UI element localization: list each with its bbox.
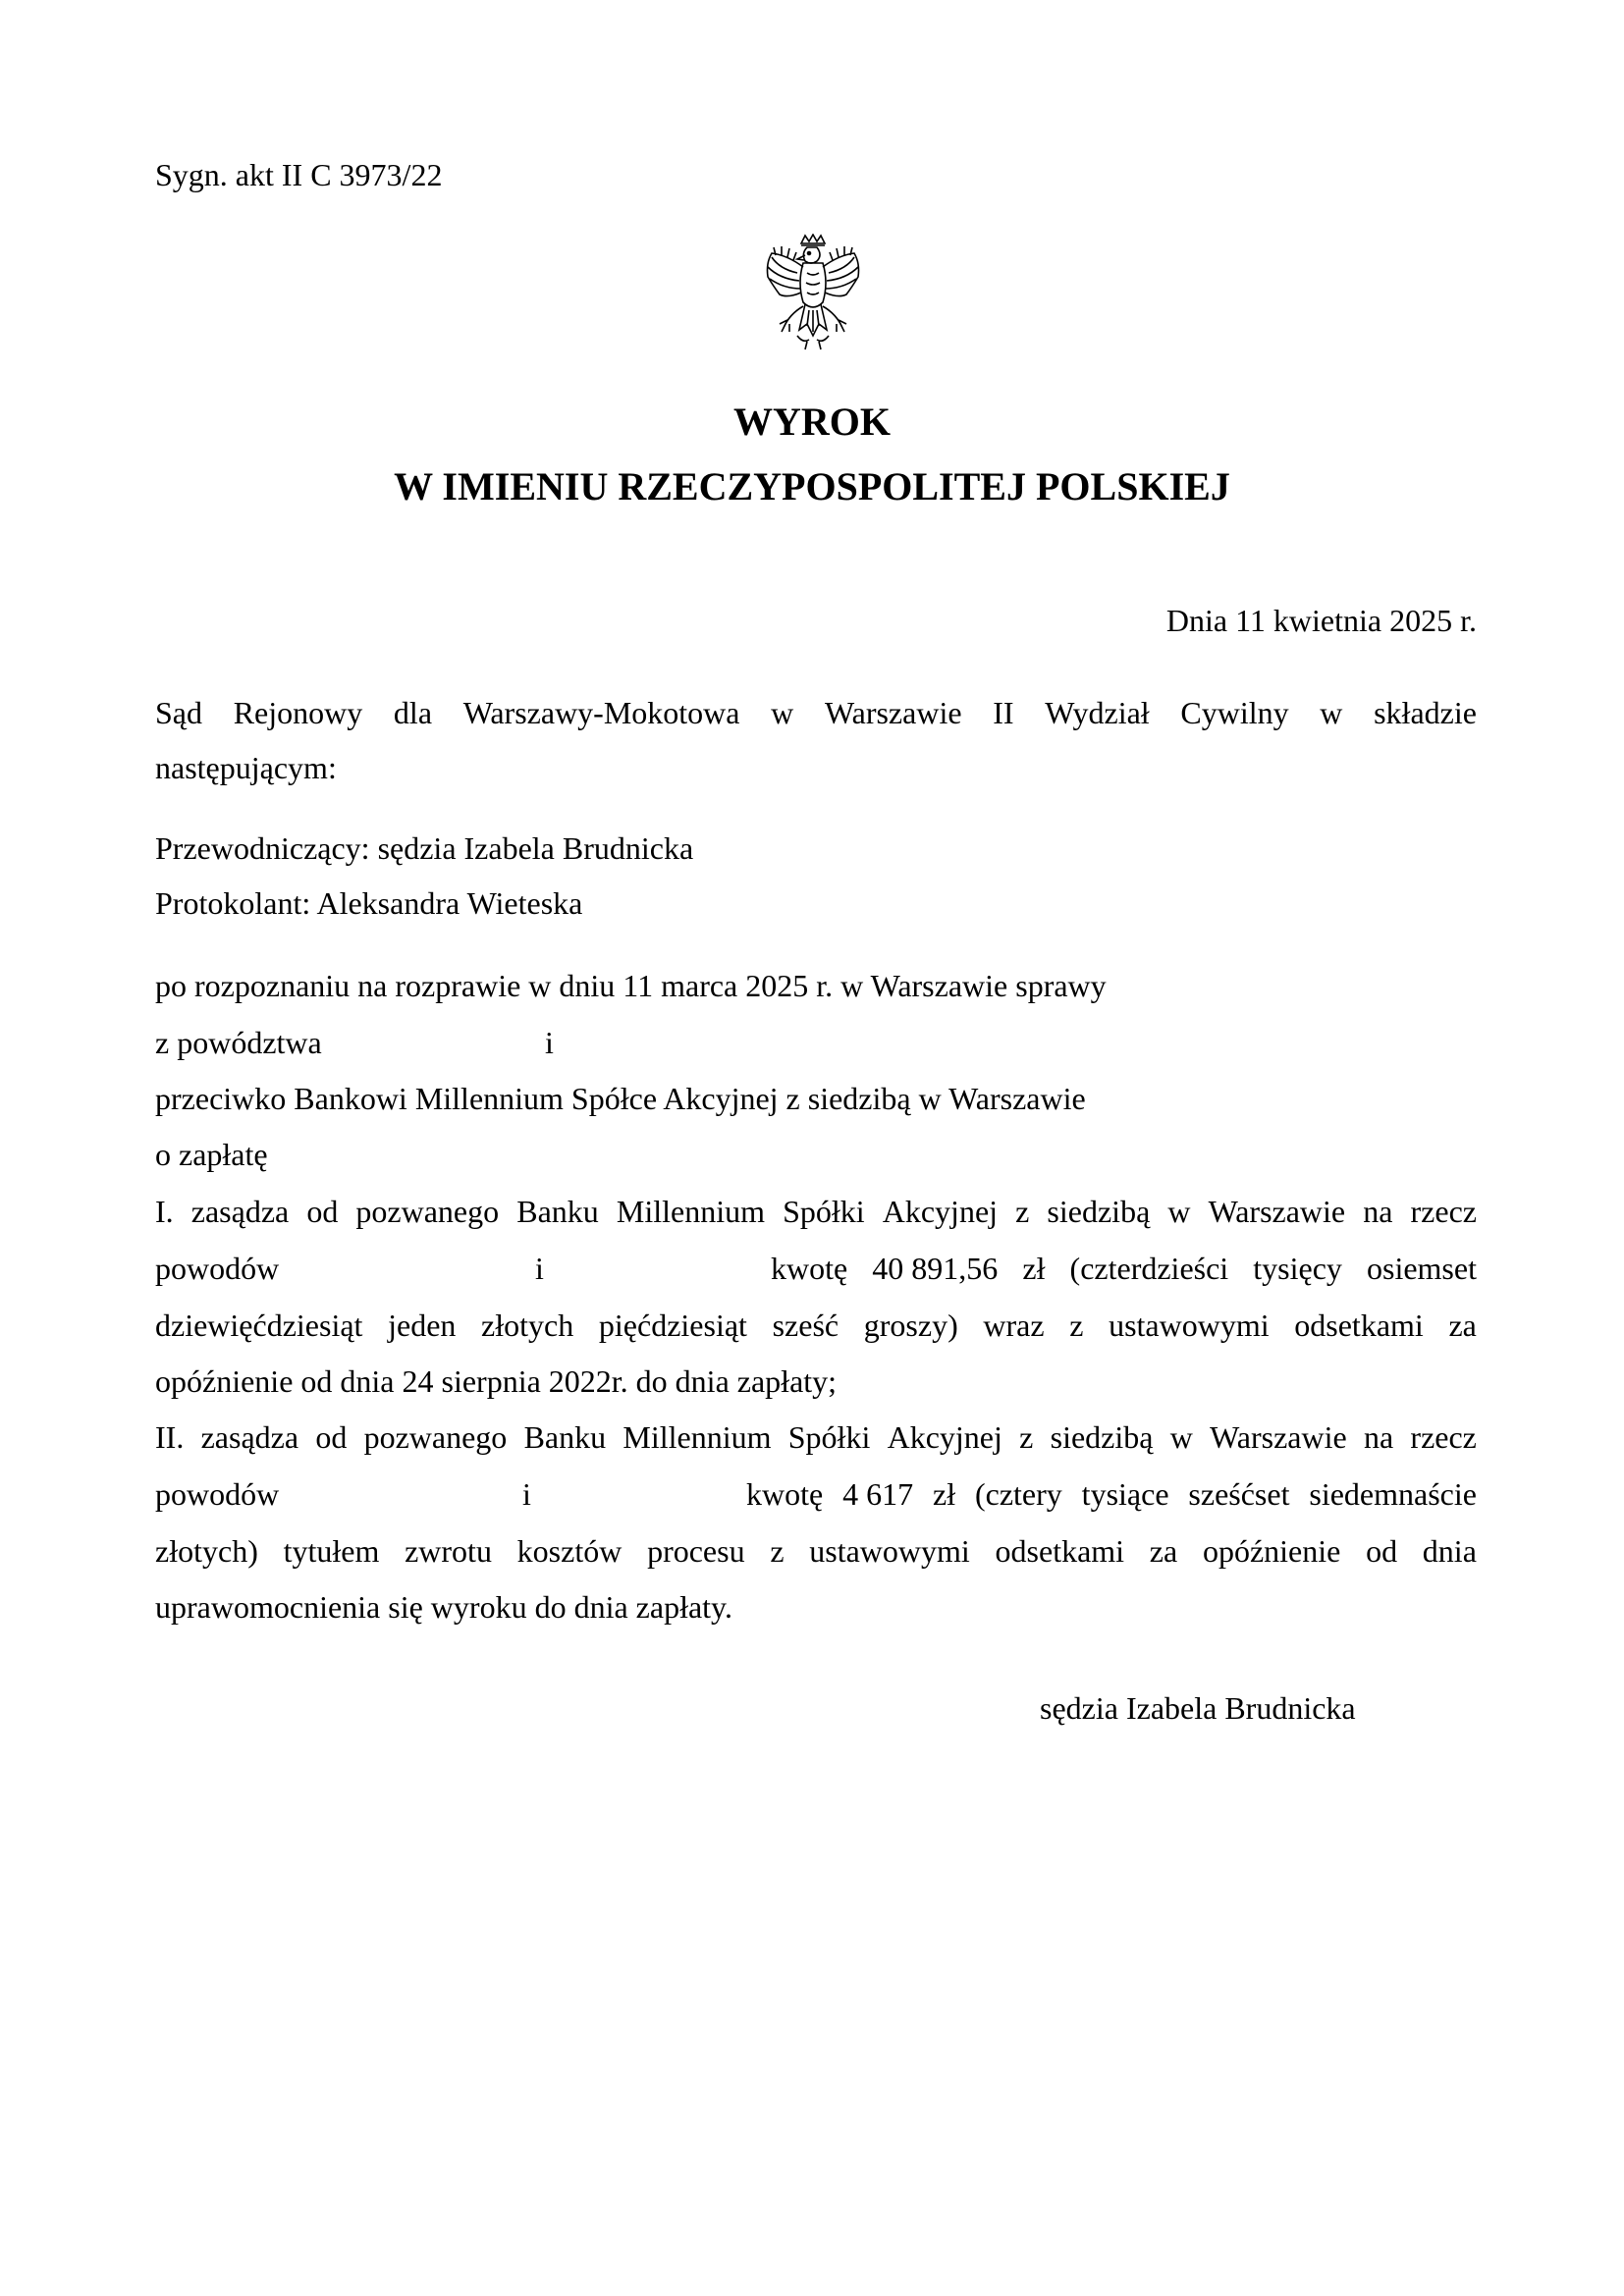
word: Warszawie <box>1208 1194 1346 1229</box>
word: Banku <box>516 1194 599 1229</box>
word: pozwanego <box>355 1194 500 1229</box>
judgment-date: Dnia 11 kwietnia 2025 r. <box>1165 603 1477 638</box>
word: Rejonowy <box>233 695 363 730</box>
word: 4 617 <box>842 1476 914 1512</box>
ruling-1-plaintiffs-label: powodów <box>155 1251 280 1286</box>
proceedings-line-1: po rozpoznaniu na rozprawie w dniu 11 marca 2025 r. w Warszawie sprawy <box>155 968 1107 1003</box>
word: od <box>306 1194 339 1229</box>
word: siedzibą <box>1050 1419 1154 1455</box>
word: tysięcy <box>1253 1251 1342 1286</box>
word: Spółki <box>787 1419 871 1455</box>
judgment-title: WYROK <box>733 400 891 444</box>
word: sześćset <box>1188 1476 1290 1512</box>
word: (czterdzieści <box>1069 1251 1229 1286</box>
word: ustawowymi <box>1109 1308 1270 1343</box>
word: Warszawy-Mokotowa <box>462 695 740 730</box>
word: Warszawie <box>1210 1419 1347 1455</box>
word: Akcyjnej <box>887 1419 1002 1455</box>
word: Warszawie <box>824 695 962 730</box>
word: za <box>1149 1533 1178 1569</box>
word: Sąd <box>155 695 202 730</box>
word: składzie <box>1374 695 1477 730</box>
word: siedemnaście <box>1309 1476 1477 1512</box>
word: w <box>1320 695 1343 730</box>
word: na <box>1363 1194 1393 1229</box>
ruling-1-line-3 <box>155 1306 1477 1345</box>
word: kwotę <box>771 1251 848 1286</box>
word: na <box>1363 1419 1394 1455</box>
word: odsetkami <box>1294 1308 1424 1343</box>
word: kwotę <box>746 1476 824 1512</box>
word: Banku <box>523 1419 607 1455</box>
ruling-1-line-4: opóźnienie od dnia 24 sierpnia 2022r. do dnia zapłaty; <box>155 1363 838 1399</box>
judge-signature: sędzia Izabela Brudnicka <box>1040 1690 1356 1726</box>
word: Akcyjnej <box>882 1194 999 1229</box>
word: groszy) <box>863 1308 958 1343</box>
word: Wydział <box>1045 695 1150 730</box>
ruling-2-plaintiffs-label: powodów <box>155 1476 280 1512</box>
ruling-1-line-1 <box>155 1192 1477 1231</box>
word: z <box>1069 1308 1084 1343</box>
judgment-subtitle: W IMIENIU RZECZYPOSPOLITEJ POLSKIEJ <box>394 464 1230 508</box>
proceedings-plaintiffs-label: z powództwa <box>155 1025 322 1060</box>
word: od <box>1366 1533 1398 1569</box>
word: zasądza <box>190 1194 290 1229</box>
word: siedzibą <box>1047 1194 1151 1229</box>
eagle-emblem-icon <box>758 234 868 353</box>
word: od <box>315 1419 348 1455</box>
word: 40 891,56 <box>872 1251 999 1286</box>
ruling-1-amount <box>771 1249 1477 1288</box>
proceedings-defendant: przeciwko Bankowi Millennium Spółce Akcyjnej z siedzibą w Warszawie <box>155 1081 1086 1116</box>
word: pięćdziesiąt <box>598 1308 747 1343</box>
word: w <box>1167 1194 1191 1229</box>
ruling-2-line-4: uprawomocnienia się wyroku do dnia zapłaty. <box>155 1589 732 1625</box>
proceedings-plaintiffs-and: i <box>545 1025 554 1060</box>
word: I. <box>155 1194 174 1229</box>
ruling-2-amount <box>746 1474 1477 1514</box>
word: dziewięćdziesiąt <box>155 1308 363 1343</box>
case-signature-number: Sygn. akt II C 3973/22 <box>155 157 443 192</box>
ruling-2-line-3 <box>155 1531 1477 1571</box>
ruling-2-line-1 <box>155 1417 1477 1457</box>
word: rzecz <box>1410 1194 1477 1229</box>
word: złotych <box>481 1308 574 1343</box>
word: dla <box>393 695 433 730</box>
presiding-judge: Przewodniczący: sędzia Izabela Brudnicka <box>155 830 694 866</box>
word: II <box>993 695 1014 730</box>
word: z <box>770 1533 785 1569</box>
word: Millennium <box>623 1419 772 1455</box>
court-line-2: następującym: <box>155 750 337 785</box>
word: II. <box>155 1419 185 1455</box>
word: dnia <box>1422 1533 1477 1569</box>
word: w <box>771 695 794 730</box>
word: w <box>1169 1419 1193 1455</box>
word: pozwanego <box>363 1419 508 1455</box>
word: rzecz <box>1410 1419 1477 1455</box>
word: osiemset <box>1366 1251 1477 1286</box>
word: złotych) <box>155 1533 258 1569</box>
word: wraz <box>983 1308 1045 1343</box>
word: (cztery <box>974 1476 1062 1512</box>
word: kosztów <box>516 1533 623 1569</box>
court-line-1 <box>155 693 1477 732</box>
proceedings-subject: o zapłatę <box>155 1137 268 1172</box>
word: tytułem <box>283 1533 380 1569</box>
word: odsetkami <box>995 1533 1125 1569</box>
word: Cywilny <box>1180 695 1289 730</box>
word: zł <box>1022 1251 1046 1286</box>
word: zwrotu <box>405 1533 492 1569</box>
court-clerk: Protokolant: Aleksandra Wieteska <box>155 885 583 921</box>
word: procesu <box>647 1533 745 1569</box>
word: zł <box>932 1476 956 1512</box>
word: opóźnienie <box>1202 1533 1341 1569</box>
word: z <box>1019 1419 1034 1455</box>
word: z <box>1015 1194 1030 1229</box>
word: za <box>1448 1308 1477 1343</box>
word: Spółki <box>783 1194 865 1229</box>
word: Millennium <box>616 1194 765 1229</box>
word: sześć <box>772 1308 839 1343</box>
word: jeden <box>388 1308 457 1343</box>
ruling-2-plaintiffs-and: i <box>522 1476 531 1512</box>
ruling-1-plaintiffs-and: i <box>535 1251 544 1286</box>
word: ustawowymi <box>809 1533 970 1569</box>
word: zasądza <box>200 1419 299 1455</box>
word: tysiące <box>1081 1476 1169 1512</box>
